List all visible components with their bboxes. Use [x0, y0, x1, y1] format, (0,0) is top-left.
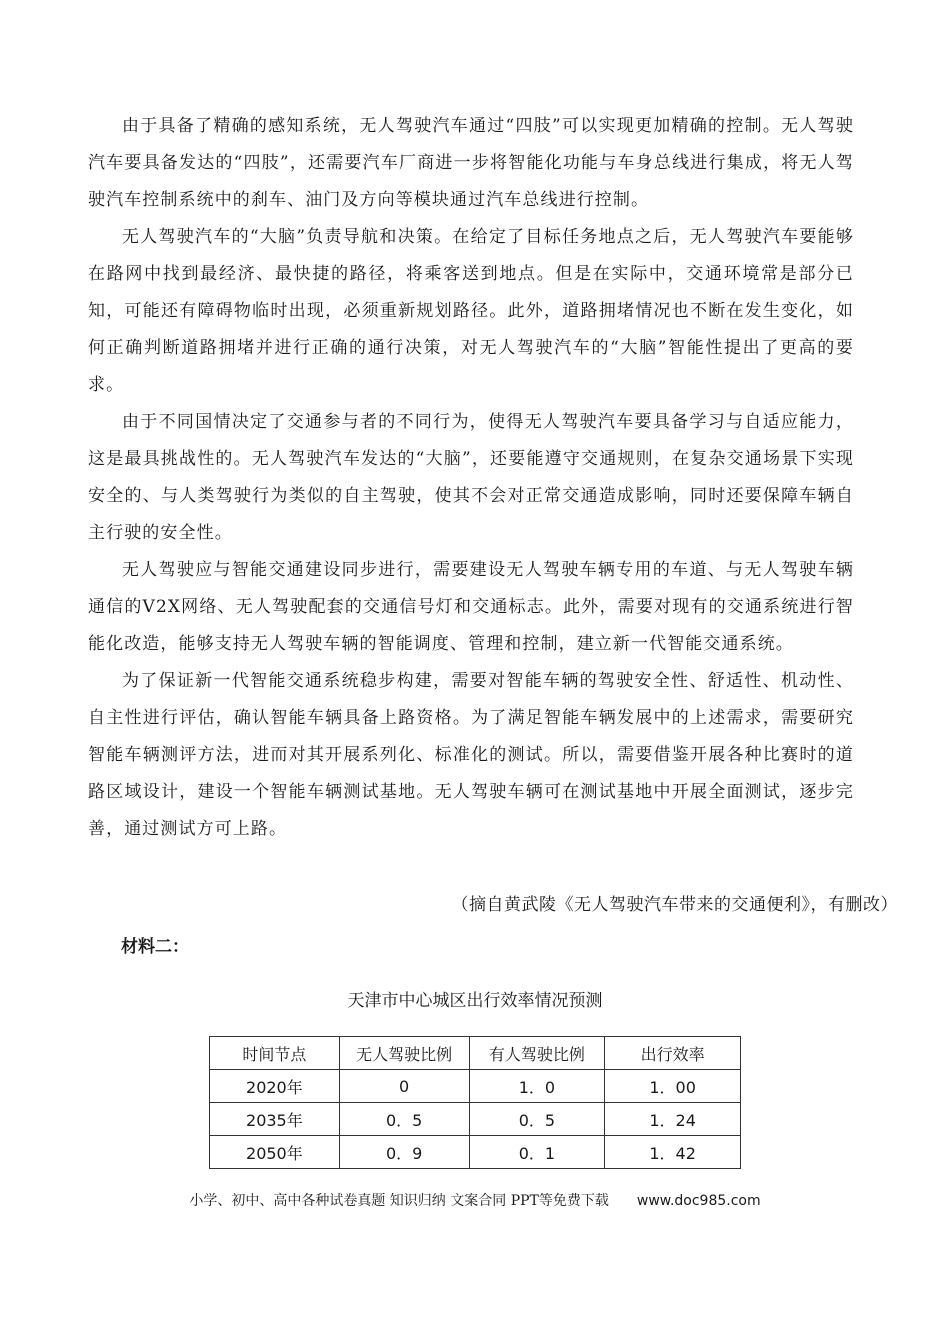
paragraph: 无人驾驶汽车的“大脑”负责导航和决策。在给定了目标任务地点之后，无人驾驶汽车要能够在路网中找到最经济、最快捷的路径，将乘客送到地点。但是在实际中，交通环境常是部分已知，可能还有障碍物临时出现，必须重新规划路径。此外，道路拥堵情况也不断在发生变化，如何正确判断道路拥堵并进行正确的通行决策，对无人驾驶汽车的“大脑”智能性提出了更高的要求。: [88, 227, 854, 395]
header-cell: 有人驾驶比例: [469, 1037, 605, 1070]
table-cell: 0．1: [469, 1136, 605, 1169]
header-cell: 出行效率: [605, 1037, 741, 1070]
table-cell: 1．00: [605, 1070, 741, 1103]
table-cell: 2020年: [210, 1070, 340, 1103]
material-label: 材料二：: [121, 937, 189, 957]
table-cell: 0: [339, 1070, 469, 1103]
table-cell: 2050年: [210, 1136, 340, 1169]
header-cell: 无人驾驶比例: [339, 1037, 469, 1070]
table-cell: 1．42: [605, 1136, 741, 1169]
table-header-row: [210, 1037, 741, 1070]
paragraph: 无人驾驶应与智能交通建设同步进行，需要建设无人驾驶车辆专用的车道、与无人驾驶车辆通信的V2X网络、无人驾驶配套的交通信号灯和交通标志。此外，需要对现有的交通系统进行智能化改造，能够支持无人驾驶车辆的智能调度、管理和控制，建立新一代智能交通系统。: [88, 560, 854, 654]
page-footer: [0, 1188, 950, 1214]
header-cell: 时间节点: [210, 1037, 340, 1070]
footer-text: 小学、初中、高中各种试卷真题 知识归纳 文案合同 PPT等免费下载: [189, 1193, 609, 1209]
table-cell: 0．9: [339, 1136, 469, 1169]
efficiency-table: [209, 1036, 741, 1169]
source-citation: （摘自黄武陵《无人驾驶汽车带来的交通便利》，有删改）: [451, 895, 898, 915]
table-cell: 2035年: [210, 1103, 340, 1136]
table-row: [210, 1070, 741, 1103]
article-body: [88, 108, 854, 848]
paragraph: 由于具备了精确的感知系统，无人驾驶汽车通过“四肢”可以实现更加精确的控制。无人驾驶汽车要具备发达的“四肢”，还需要汽车厂商进一步将智能化功能与车身总线进行集成，将无人驾驶汽车控制系统中的刹车、油门及方向等模块通过汽车总线进行控制。: [88, 116, 854, 210]
table-cell: 0．5: [339, 1103, 469, 1136]
table-cell: 1．0: [469, 1070, 605, 1103]
paragraph: 由于不同国情决定了交通参与者的不同行为，使得无人驾驶汽车要具备学习与自适应能力，这是最具挑战性的。无人驾驶汽车发达的“大脑”，还要能遵守交通规则，在复杂交通场景下实现安全的、与人类驾驶行为类似的自主驾驶，使其不会对正常交通造成影响，同时还要保障车辆自主行驶的安全性。: [88, 412, 854, 543]
table-title: 天津市中心城区出行效率情况预测: [347, 991, 603, 1011]
table-row: [210, 1136, 741, 1169]
table-row: [210, 1103, 741, 1136]
table-cell: 1．24: [605, 1103, 741, 1136]
table-cell: 0．5: [469, 1103, 605, 1136]
paragraph: 为了保证新一代智能交通系统稳步构建，需要对智能车辆的驾驶安全性、舒适性、机动性、自主性进行评估，确认智能车辆具备上路资格。为了满足智能车辆发展中的上述需求，需要研究智能车辆测评方法，进而对其开展系列化、标准化的测试。所以，需要借鉴开展各种比赛时的道路区域设计，建设一个智能车辆测试基地。无人驾驶车辆可在测试基地中开展全面测试，逐步完善，通过测试方可上路。: [88, 671, 854, 839]
footer-site-link[interactable]: www.doc985.com: [636, 1193, 761, 1209]
